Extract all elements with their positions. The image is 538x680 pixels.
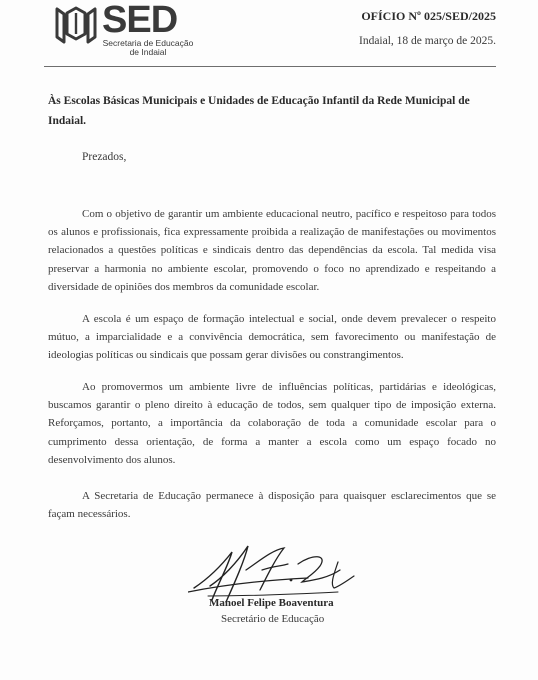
- body-paragraph: A Secretaria de Educação permanece à disposição para quaisquer esclarecimentos que se façam necessários.: [48, 490, 496, 521]
- body-paragraph: Ao promovermos um ambiente livre de influências políticas, partidárias e ideológicas, buscamos garantir o pleno direito à educação de todos, sem qualquer tipo de imposição externa. Reforçamos, portanto, a importância da colaboração de toda a comunidade escolar para o cumprimento dessa orientação, de forma a manter a escola como um espaço focado no desenvolvimento dos alunos.: [48, 381, 496, 466]
- signatory-name: Manoel Felipe Boaventura: [209, 597, 334, 609]
- document-number: OFÍCIO Nº 025/SED/2025: [361, 9, 496, 23]
- signatory-role: Secretário de Educação: [221, 613, 325, 625]
- logo-text: SED: [102, 0, 178, 41]
- logo-mark-icon: [54, 4, 98, 44]
- logo-subtitle: Secretaria de Educação de Indaial: [102, 38, 194, 57]
- header-divider: [44, 66, 496, 67]
- body-paragraph: Com o objetivo de garantir um ambiente educacional neutro, pacífico e respeitoso para todos os alunos e profissionais, fica expressamente proibida a realização de manifestações ou movimentos relacionados a questões políticas e sindicais dentro das dependências da escola. Tal medida visa preservar a harmonia no ambiente escolar, promovendo o foco no aprendizado e respeitando a diversidade de opiniões dos membros da comunidade escolar.: [48, 208, 496, 293]
- date-line: Indaial, 18 de março de 2025.: [359, 35, 496, 47]
- recipient-line: Às Escolas Básicas Municipais e Unidades de Educação Infantil da Rede Municipal de Indaial.: [48, 95, 470, 127]
- body-paragraph: A escola é um espaço de formação intelectual e social, onde devem prevalecer o respeito mútuo, a imparcialidade e a convivência democrática, sem favorecimento ou manifestação de ideologias políticas ou sindicais que possam gerar divisões ou constrangimentos.: [48, 313, 496, 362]
- salutation: Prezados,: [82, 151, 127, 163]
- sed-logo: [54, 0, 194, 57]
